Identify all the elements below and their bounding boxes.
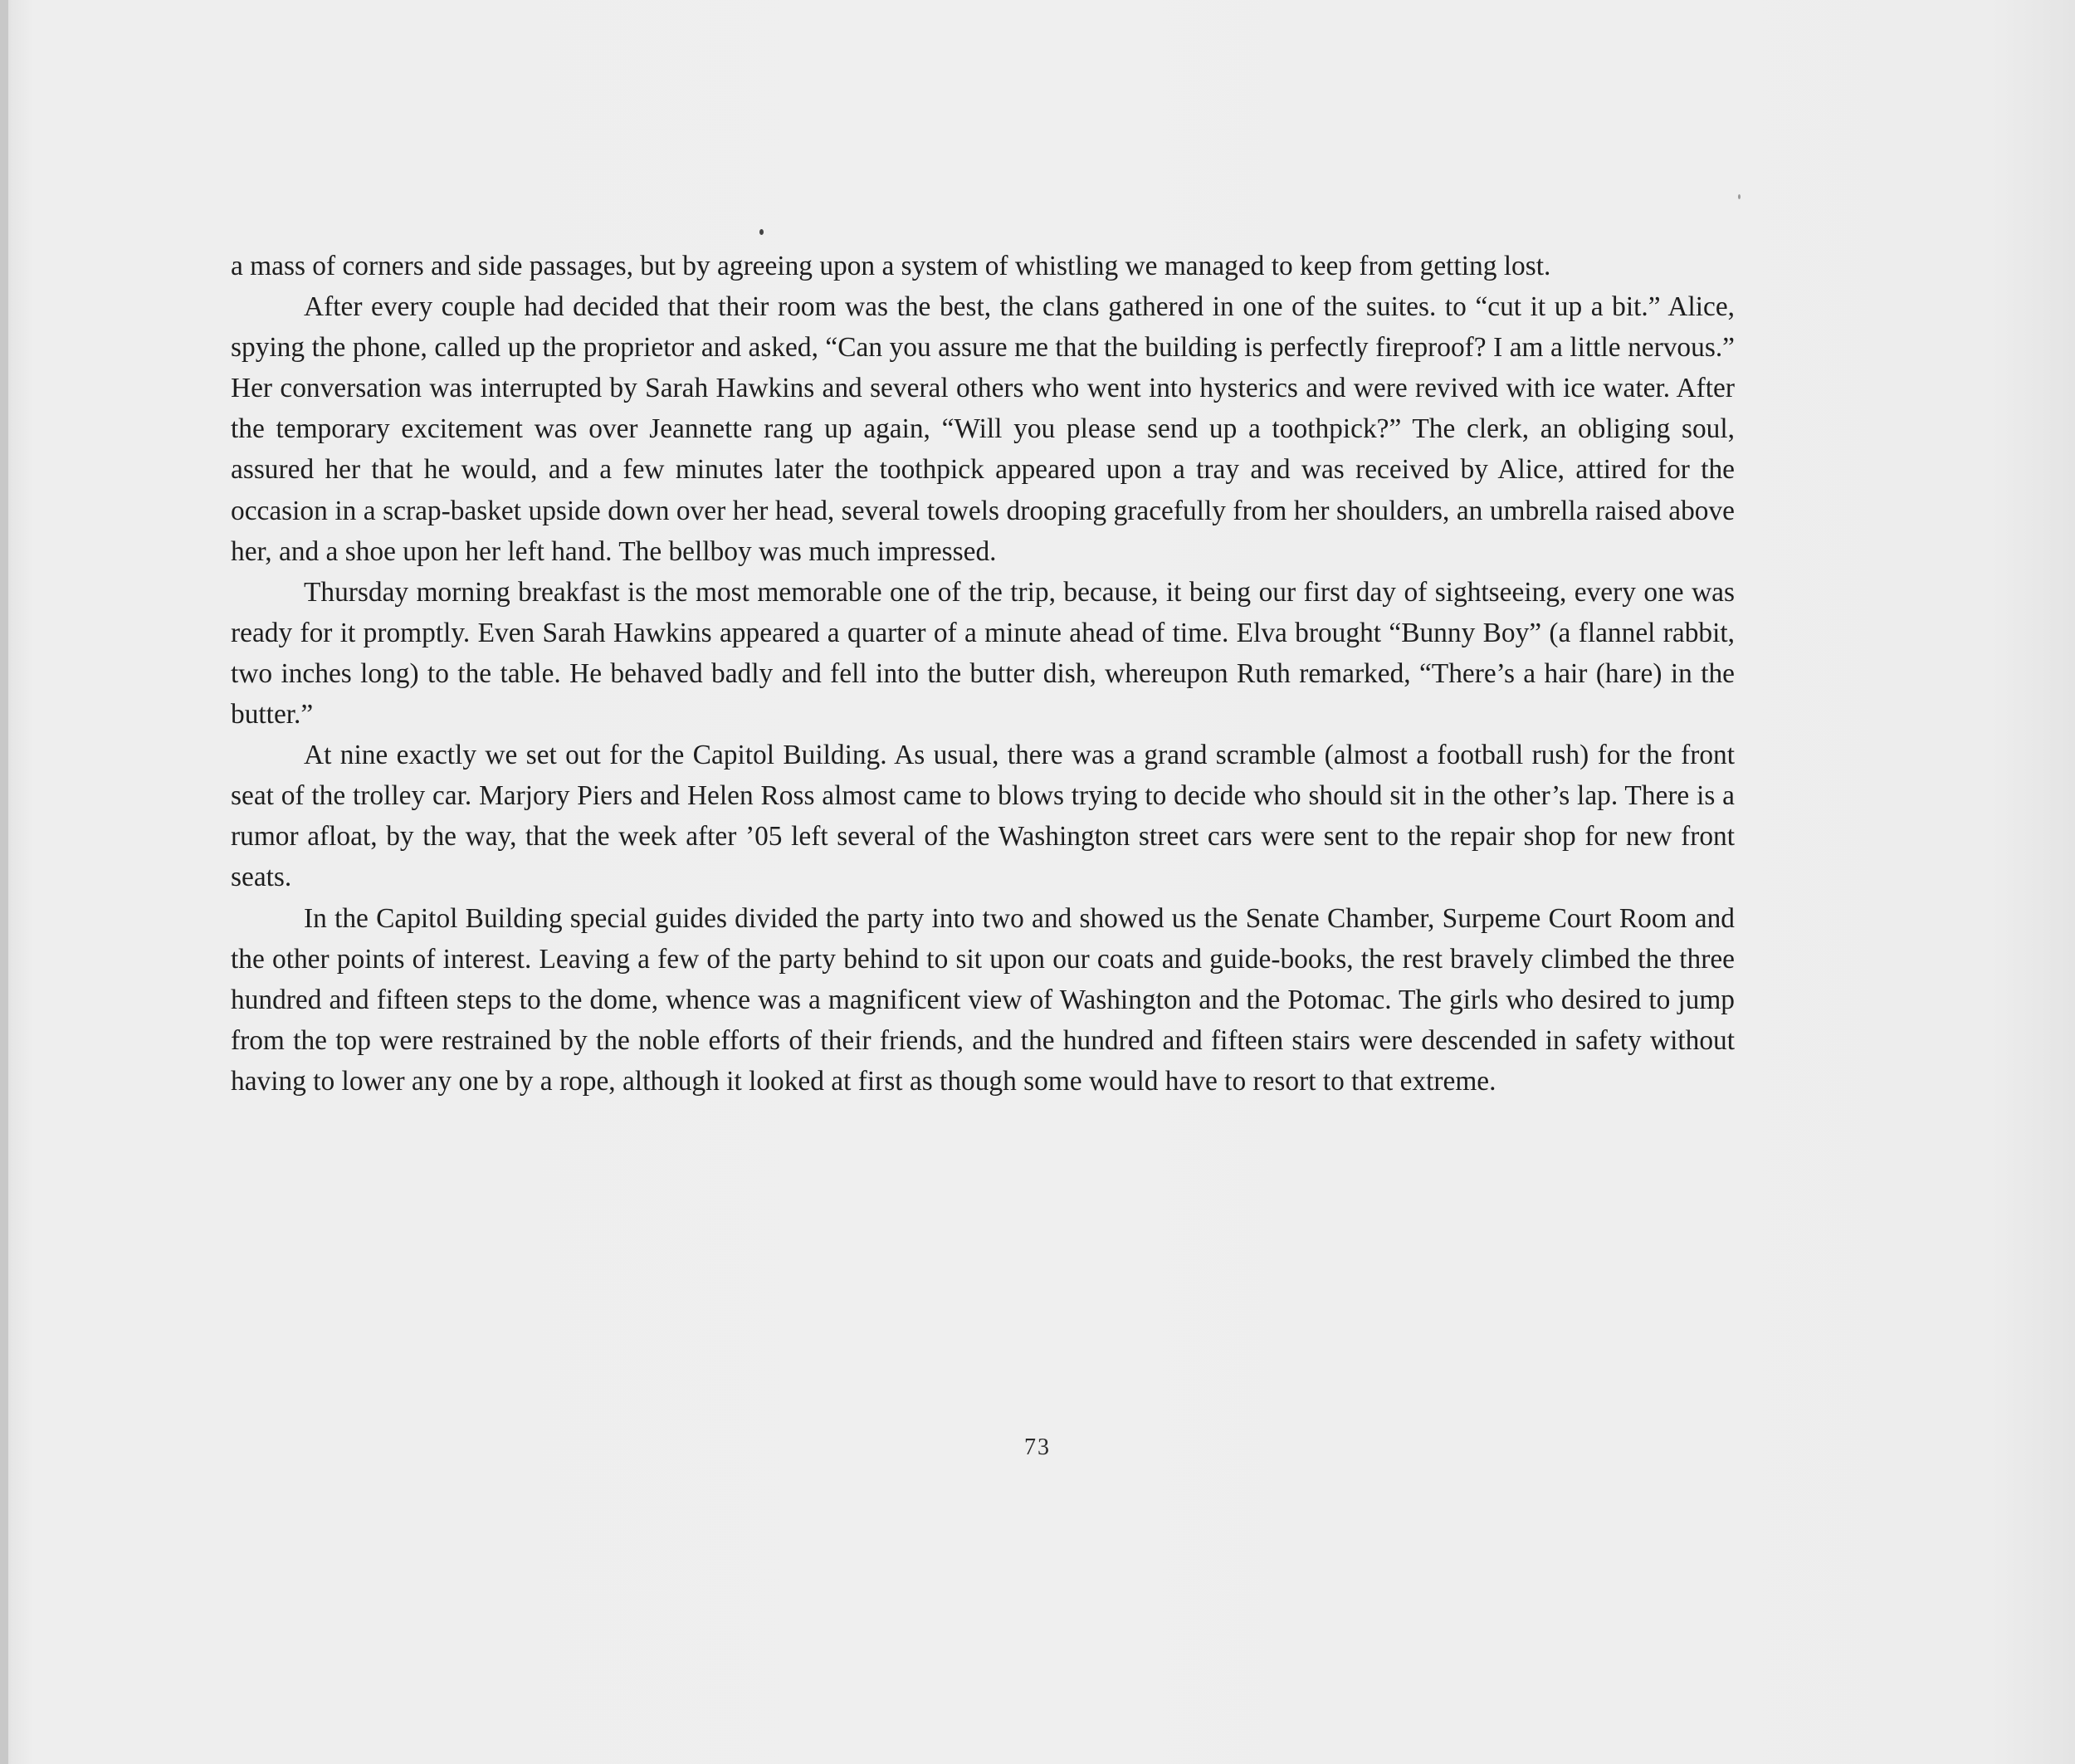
paragraph-trolley-ride: At nine exactly we set out for the Capitol Building. As usual, there was a grand scramble (almost a football rush) for the front seat of the trolley car. Marjory Piers and Helen Ross almost came to blows trying to decide who should sit in the other’s lap. There is a rumor afloat, by the way, that the week after ’05 left several of the Washington street cars were sent to the repair shop for new front seats. (231, 740, 1735, 893)
paragraph-hotel-evening: After every couple had decided that their room was the best, the clans gathered in one of the suites. to “cut it up a bit.” Alice, spying the phone, called up the proprietor and asked, “Can you assure me that the building is perfectly fireproof? I am a little nervous.” Her conversation was interrupted by Sarah Hawkins and several others who went into hysterics and were revived with ice water. After the temporary excitement was over Jeannette rang up again, “Will you please send up a toothpick?” The clerk, an obliging soul, assured her that he would, and a few minutes later the toothpick appeared upon a tray and was received by Alice, attired for the occasion in a scrap-basket upside down over her head, several towels drooping gracefully from her shoulders, an umbrella raised above her, and a shoe upon her left hand. The bellboy was much impressed. (231, 291, 1735, 567)
ink-speck (1738, 194, 1741, 199)
page-number: 73 (1024, 1434, 1051, 1460)
ink-speck (759, 229, 764, 235)
paragraph-thursday-breakfast: Thursday morning breakfast is the most memorable one of the trip, because, it being our first day of sightseeing, every one was ready for it promptly. Even Sarah Hawkins appeared a quarter of a minute ahead of time. Elva brought “Bunny Boy” (a flannel rabbit, two inches long) to the table. He behaved badly and fell into the butter dish, whereupon Ruth remarked, “There’s a hair (hare) in the butter.” (231, 576, 1735, 731)
body-text (231, 246, 1735, 1102)
paragraph-capitol-visit: In the Capitol Building special guides divided the party into two and showed us the Senate Chamber, Surpeme Court Room and the other points of interest. Leaving a few of the party behind to sit upon our coats and guide-books, the rest bravely climbed the three hundred and fifteen steps to the dome, whence was a magnificent view of Washington and the Potomac. The girls who desired to jump from the top were restrained by the noble efforts of their friends, and the hundred and fifteen stairs were descended in safety without having to lower any one by a rope, although it looked at first as though some would have to resort to that extreme. (231, 902, 1735, 1097)
binding-edge (0, 0, 8, 1764)
paragraph-continuation: a mass of corners and side passages, but by agreeing upon a system of whistling we managed to keep from getting lost. (231, 251, 1551, 281)
